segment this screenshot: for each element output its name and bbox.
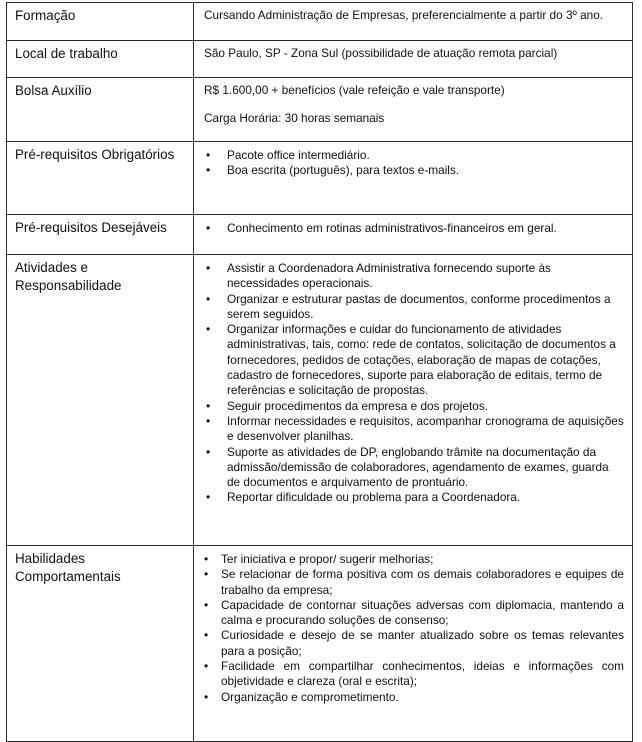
list-item: • Conhecimento em rotinas administrativos-financeiros em geral. [204, 221, 624, 236]
list-item: • Ter iniciativa e propor/ sugerir melhorias; [204, 552, 624, 567]
formacao-value [194, 3, 633, 41]
desejaveis-list [204, 221, 624, 236]
local-label: Local de trabalho [7, 41, 194, 78]
list-item: • Capacidade de contornar situações adversas com diplomacia, mantendo a calma e procurando soluções de consenso; [204, 598, 624, 629]
desejaveis-value [194, 215, 633, 255]
list-item: • Seguir procedimentos da empresa e dos projetos. [204, 399, 624, 414]
list-item: • Reportar dificuldade ou problema para a Coordenadora. [204, 490, 624, 505]
habilidades-value [194, 546, 633, 742]
atividades-list [204, 261, 624, 506]
row-bolsa-auxilio [7, 78, 633, 142]
formacao-text: Cursando Administração de Empresas, preferencialmente a partir do 3º ano. [204, 8, 604, 22]
habilidades-label: Habilidades Comportamentais [7, 546, 194, 742]
list-item: • Boa escrita (português), para textos e-mails. [204, 163, 624, 178]
row-local-trabalho [7, 41, 633, 78]
obrigatorios-list [204, 148, 624, 179]
carga-horaria-text: Carga Horária: 30 horas semanais [204, 111, 385, 126]
list-item: • Pacote office intermediário. [204, 148, 624, 163]
row-pre-requisitos-obrigatorios [7, 142, 633, 215]
local-value [194, 41, 633, 78]
desejaveis-label: Pré-requisitos Desejáveis [7, 215, 194, 255]
list-item: • Organizar e estruturar pastas de documentos, conforme procedimentos a serem seguidos. [204, 292, 624, 323]
row-atividades [7, 255, 633, 546]
list-item: • Curiosidade e desejo de se manter atualizado sobre os temas relevantes para a posição; [204, 628, 624, 659]
list-item: • Organizar informações e cuidar do funcionamento de atividades administrativas, tais, como: rede de contatos, solicitação de documentos a fornecedores, pedidos de cotações, elaboração de mapas de cotações, cadastro de fornecedores, suporte para elaboração de editais, termo de referências e solicitação de propostas. [204, 322, 624, 398]
local-text: São Paulo, SP - Zona Sul (possibilidade de atuação remota parcial) [204, 46, 558, 60]
bolsa-value [194, 78, 633, 142]
job-description-table [6, 2, 633, 742]
list-item: • Suporte as atividades de DP, englobando trâmite na documentação da admissão/demissão de colaboradores, agendamento de exames, guarda de documentos e arquivamento de prontuário. [204, 445, 624, 491]
atividades-value [194, 255, 633, 546]
obrigatorios-value [194, 142, 633, 215]
row-habilidades [7, 546, 633, 742]
row-pre-requisitos-desejaveis [7, 215, 633, 255]
obrigatorios-label: Pré-requisitos Obrigatórios [7, 142, 194, 215]
list-item: • Assistir a Coordenadora Administrativa fornecendo suporte às necessidades operacionais. [204, 261, 624, 292]
list-item: • Se relacionar de forma positiva com os demais colaboradores e equipes de trabalho da empresa; [204, 567, 624, 598]
atividades-label: Atividades e Responsabilidade [7, 255, 194, 546]
bolsa-text: R$ 1.600,00 + benefícios (vale refeição e vale transporte) [204, 83, 505, 97]
row-formacao [7, 3, 633, 41]
list-item: • Facilidade em compartilhar conhecimentos, ideias e informações com objetividade e clareza (oral e escrita); [204, 659, 624, 690]
list-item: • Informar necessidades e requisitos, acompanhar cronograma de aquisições e desenvolver planilhas. [204, 414, 624, 445]
formacao-label: Formação [7, 3, 194, 41]
habilidades-list [204, 552, 624, 705]
list-item: • Organização e comprometimento. [204, 690, 624, 705]
bolsa-label: Bolsa Auxílio [7, 78, 194, 142]
